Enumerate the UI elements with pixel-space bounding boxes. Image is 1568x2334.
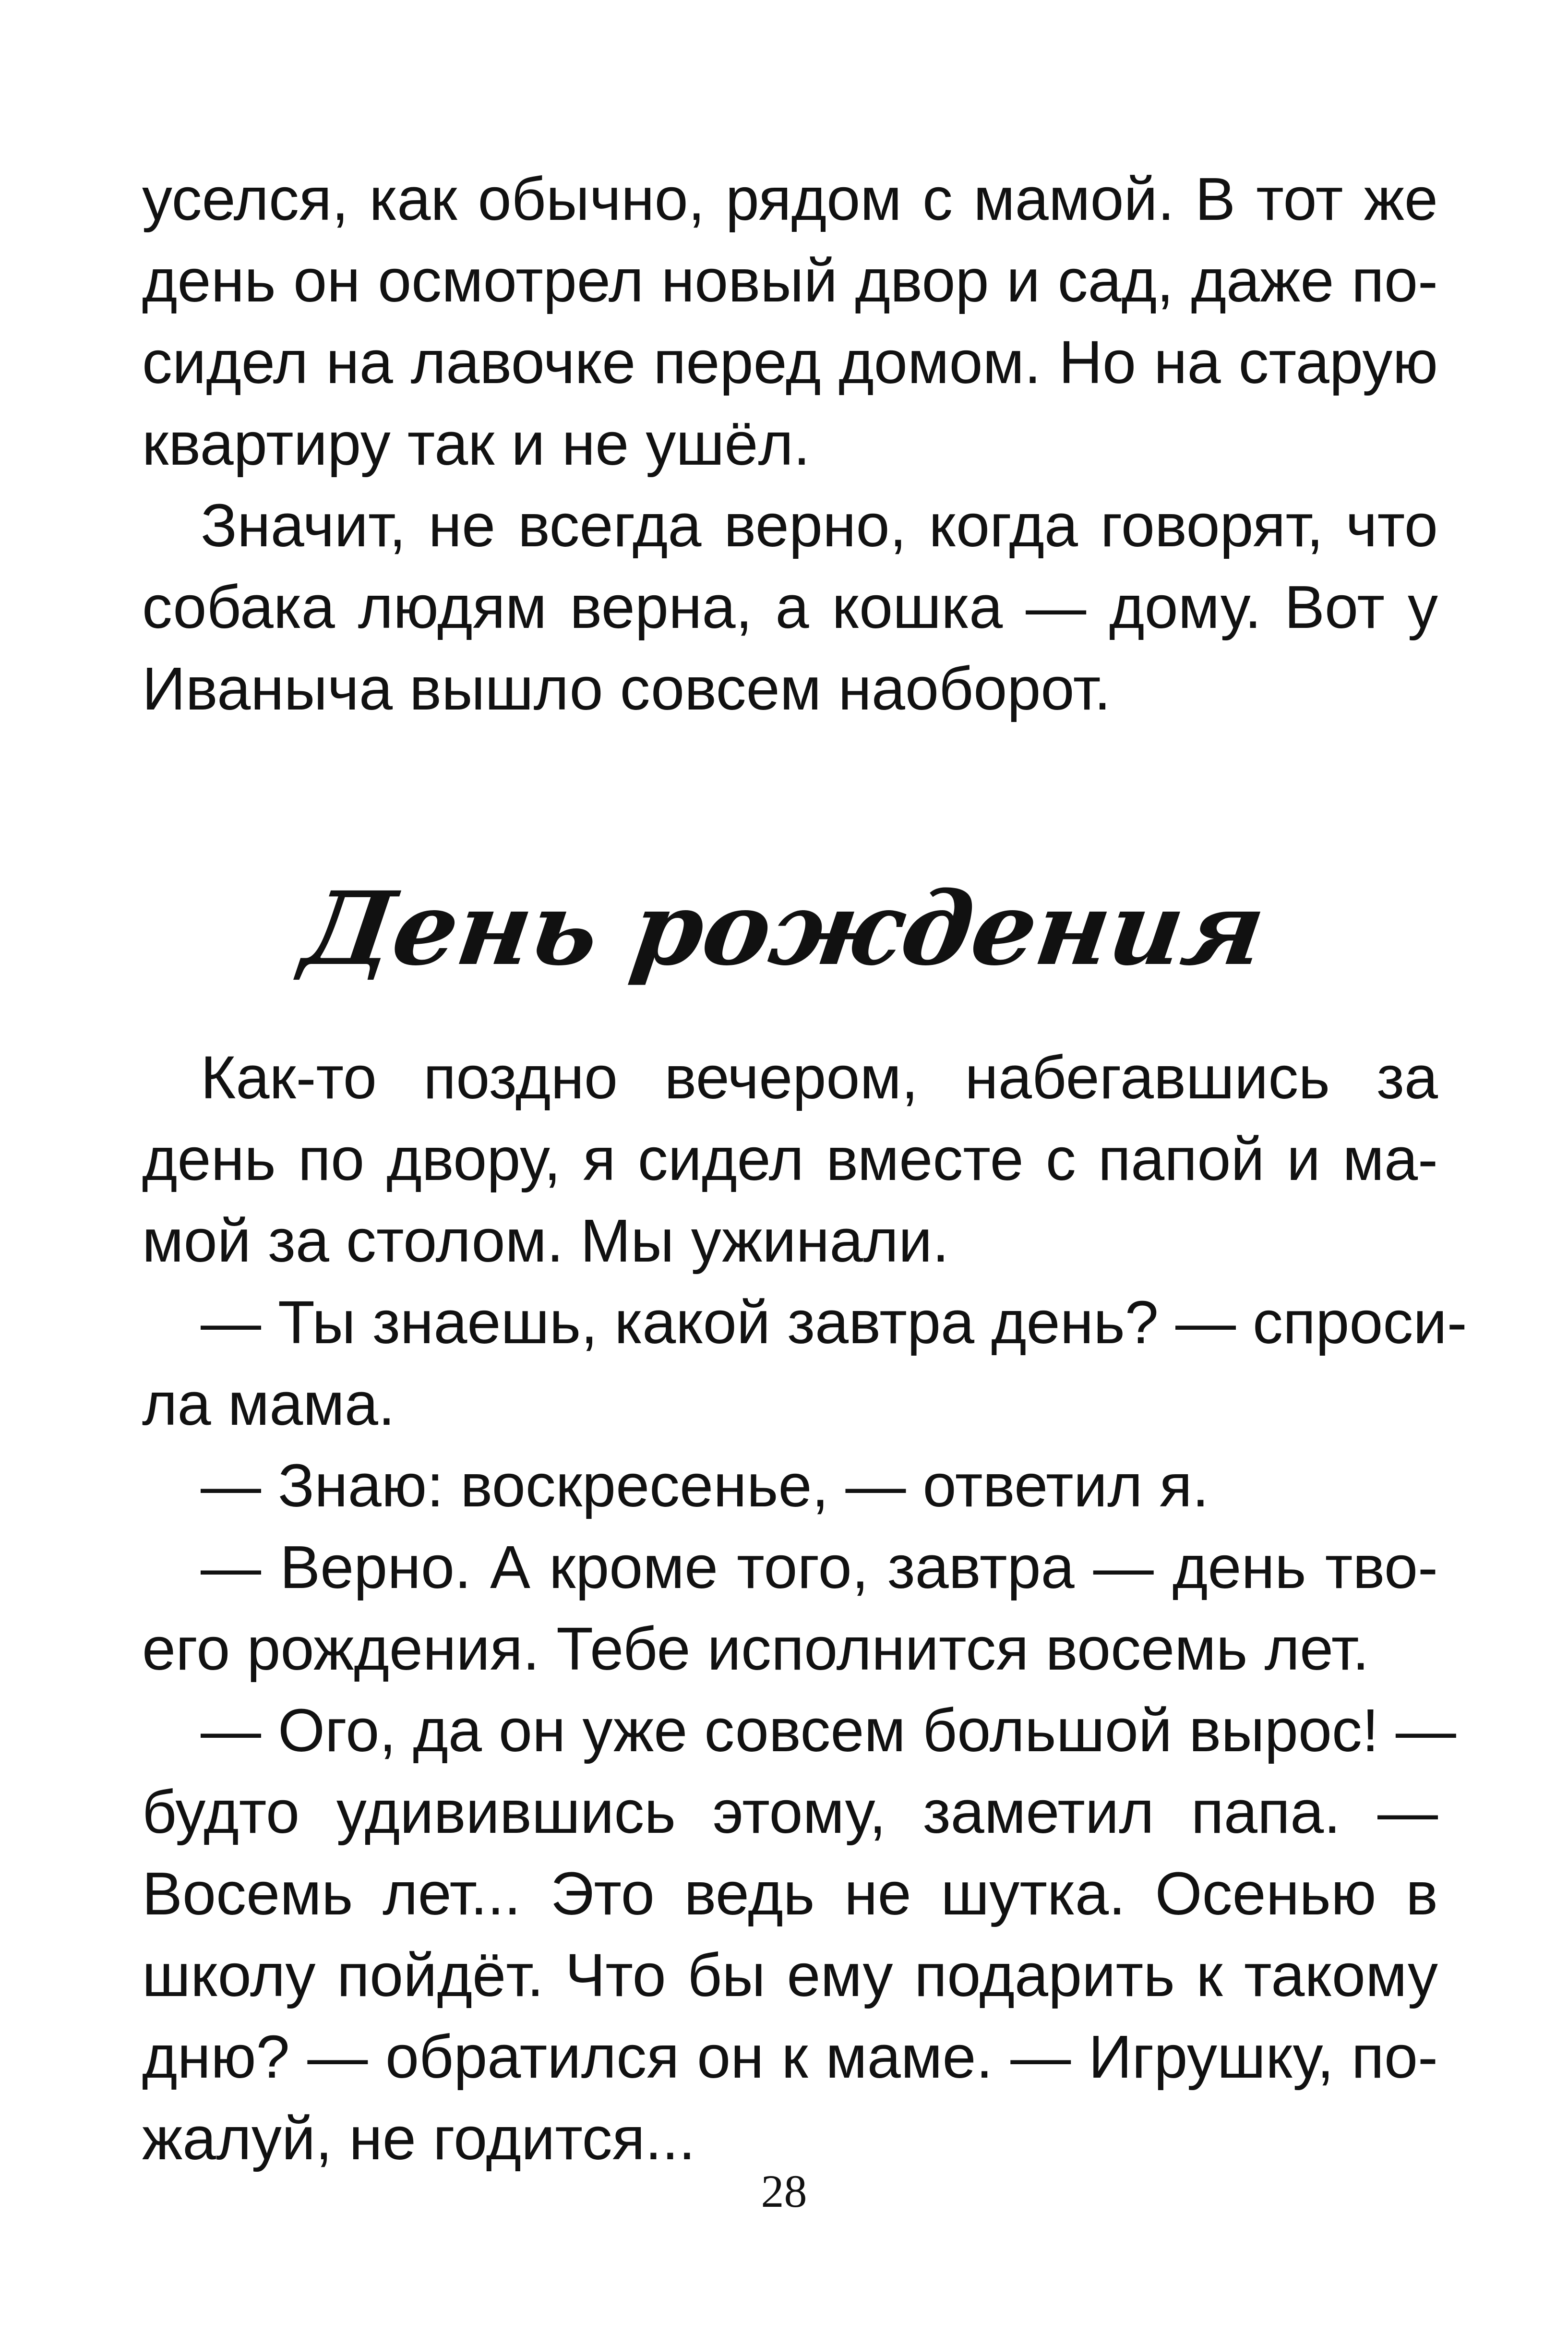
text-line: ла мама. (142, 1370, 395, 1438)
text-line: Восемь лет... Это ведь не шутка. Осенью в (142, 1860, 1438, 1927)
page-number: 28 (761, 2166, 807, 2217)
text-line: Значит, не всегда верно, когда говорят, что (201, 492, 1438, 559)
text-line: сидел на лавочке перед домом. Но на старую (142, 328, 1438, 396)
text-line: уселся, как обычно, рядом с мамой. В тот же (142, 165, 1438, 233)
text-line: — Ого, да он уже совсем большой вырос! — (201, 1696, 1456, 1764)
text-line: Как-то поздно вечером, набегавшись за (201, 1044, 1438, 1111)
text-line: день по двору, я сидел вместе с папой и ма- (142, 1125, 1438, 1193)
text-line: школу пойдёт. Что бы ему подарить к такому (142, 1941, 1438, 2009)
text-line: квартиру так и не ушёл. (142, 410, 811, 478)
chapter-title: День рождения (296, 869, 1272, 988)
text-line: Иваныча вышло совсем наоборот. (142, 655, 1111, 722)
text-line: мой за столом. Мы ужинали. (142, 1207, 949, 1275)
text-line: — Ты знаешь, какой завтра день? — спроси- (201, 1288, 1467, 1356)
text-line: день он осмотрел новый двор и сад, даже по- (142, 247, 1438, 314)
text-line: — Верно. А кроме того, завтра — день тво- (201, 1533, 1438, 1601)
text-line: — Знаю: воскресенье, — ответил я. (201, 1452, 1209, 1519)
text-line: будто удивившись этому, заметил папа. — (142, 1778, 1438, 1846)
text-line: жалуй, не годится... (142, 2105, 695, 2172)
text-line: его рождения. Тебе исполнится восемь лет. (142, 1615, 1369, 1683)
text-line: собака людям верна, а кошка — дому. Вот у (142, 573, 1438, 641)
text-line: дню? — обратился он к маме. — Игрушку, по- (142, 2023, 1438, 2091)
